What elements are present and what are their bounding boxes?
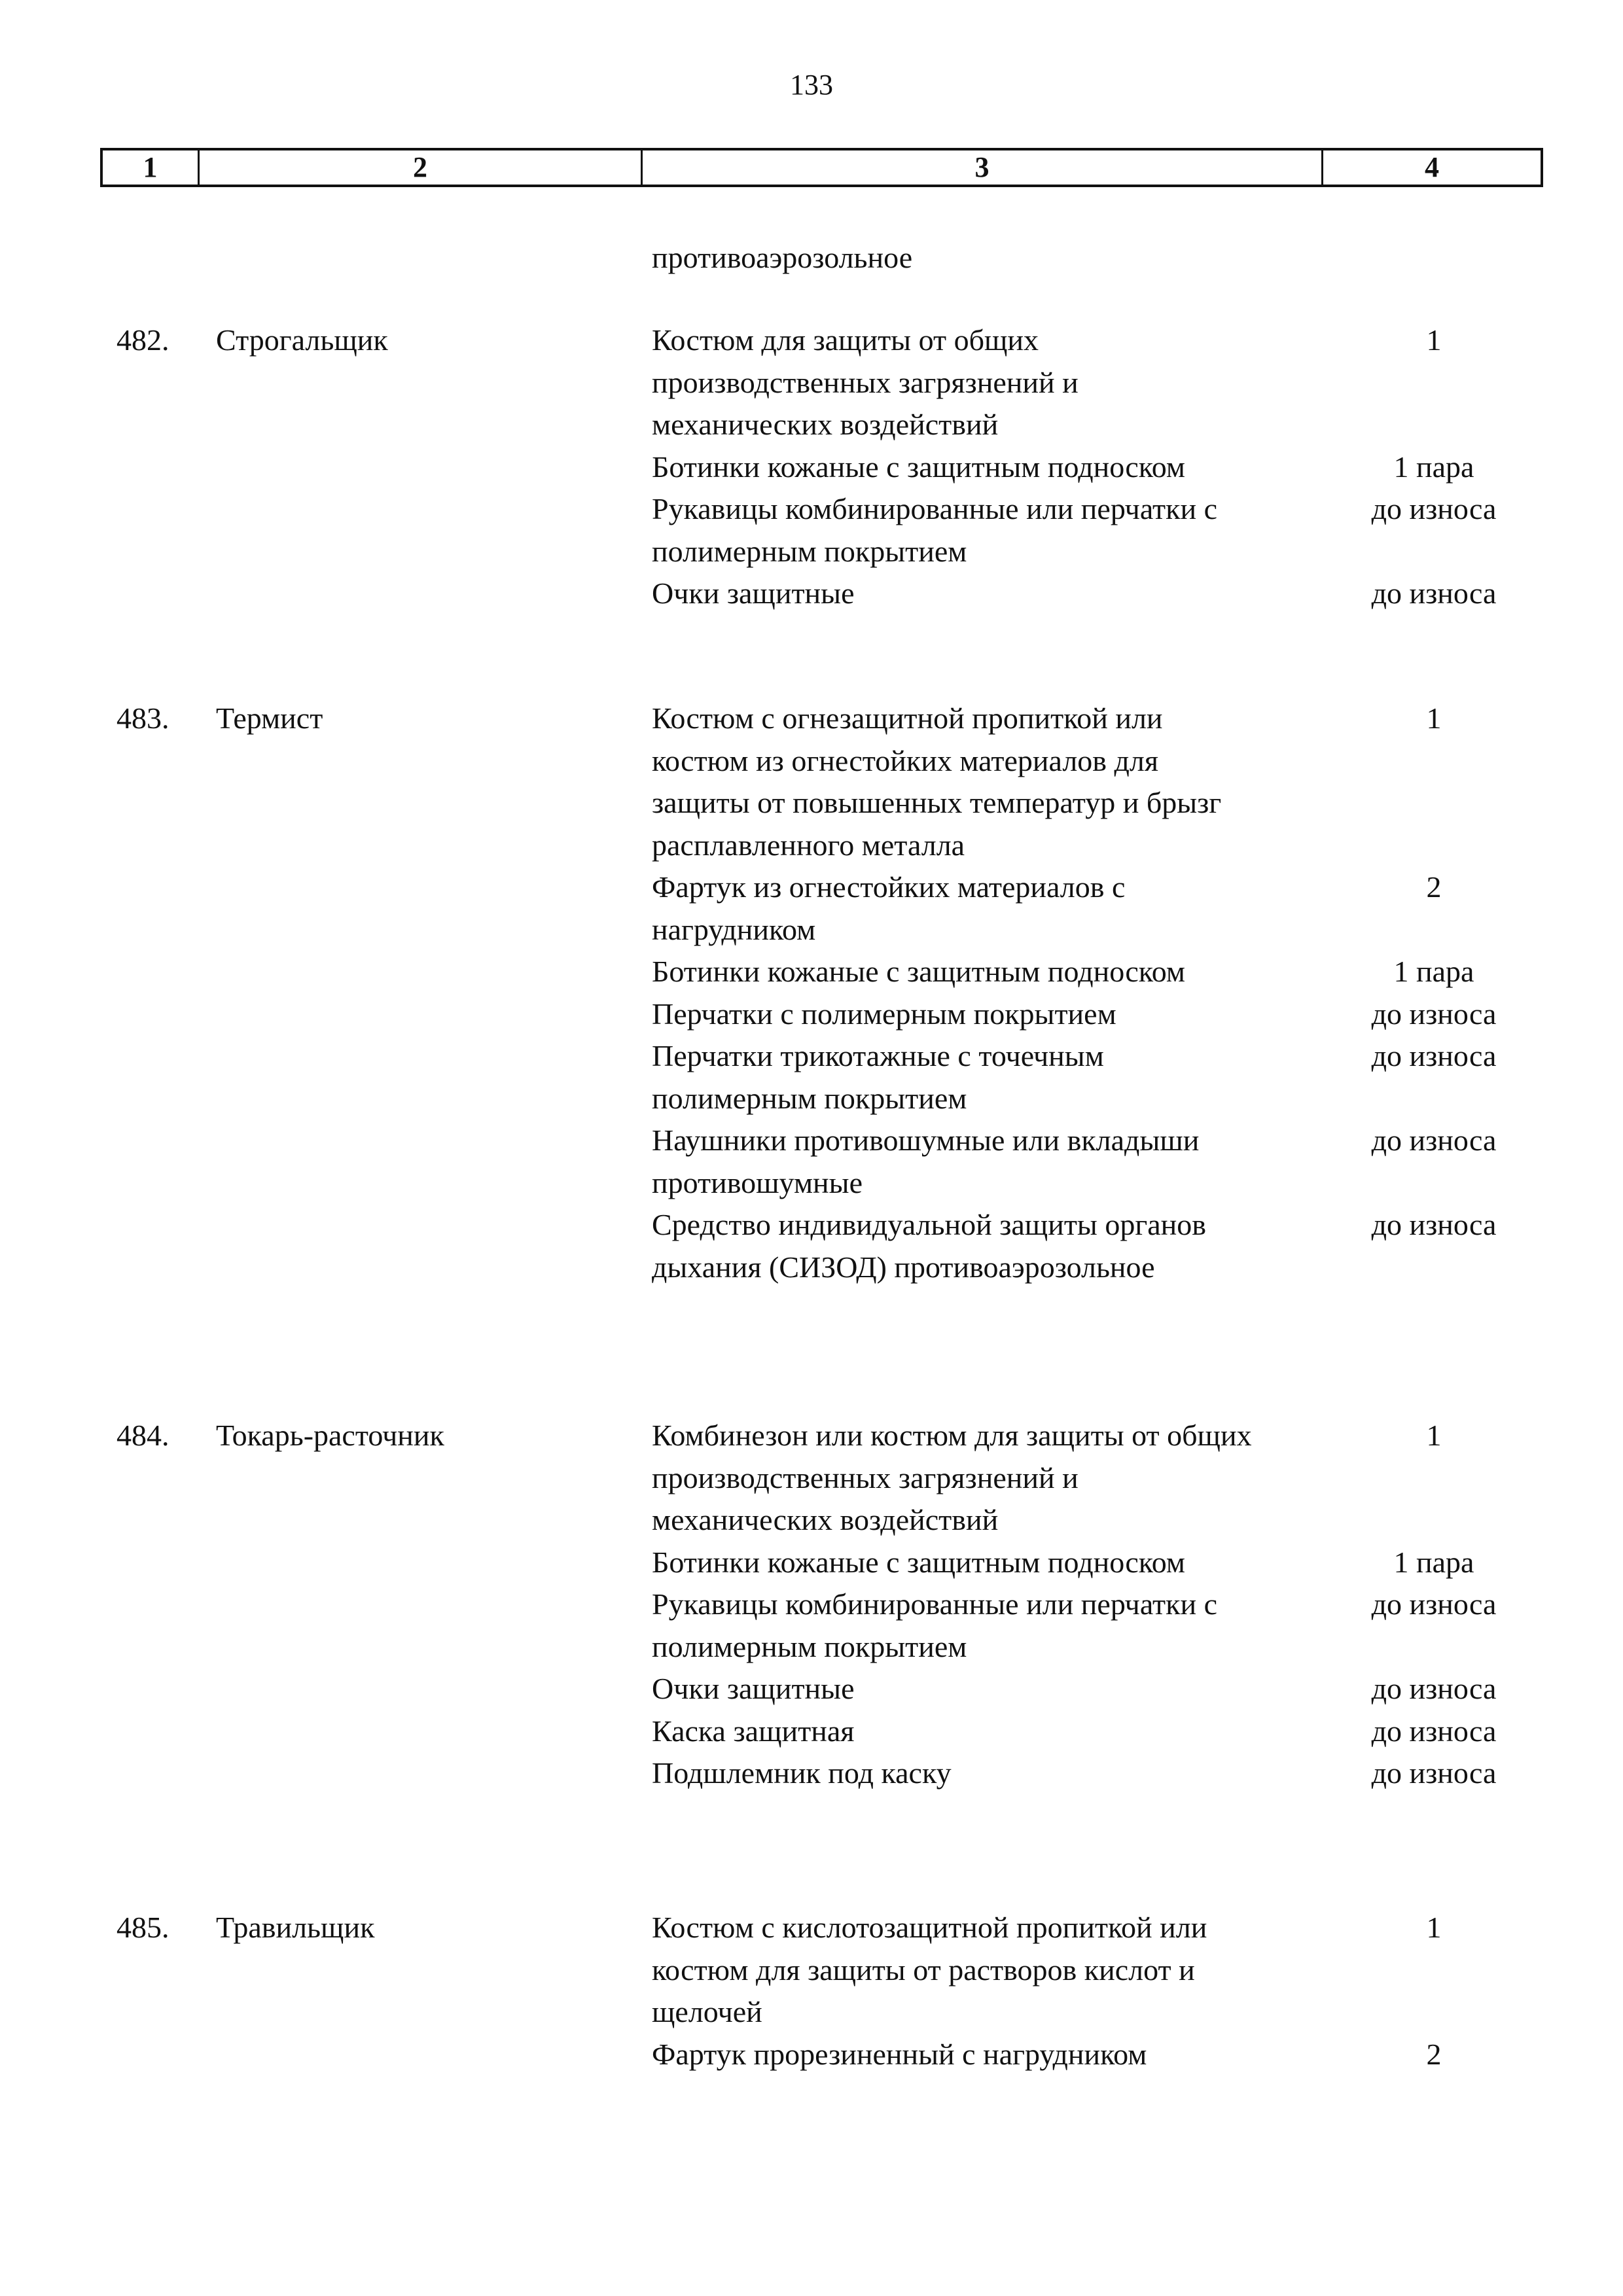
entry-profession: Строгальщик	[216, 323, 388, 357]
item-name: Очки защитные	[652, 576, 855, 610]
list-item	[652, 1907, 1568, 2034]
item-name: Рукавицы комбинированные или перчатки с полимерным покрытием	[652, 492, 1218, 568]
item-quantity: 1	[1426, 1419, 1442, 1452]
entry-profession: Травильщик	[216, 1911, 375, 1944]
entry-number: 482.	[116, 323, 169, 357]
item-name: Каска защитная	[652, 1714, 855, 1748]
item-name: Перчатки трикотажные с точечным полимерным покрытием	[652, 1039, 1104, 1115]
entry-profession: Токарь-расточник	[216, 1419, 444, 1452]
list-item	[652, 1668, 1568, 1710]
list-item	[652, 951, 1568, 993]
column-header-1: 1	[103, 150, 200, 185]
list-item	[652, 1415, 1568, 1542]
list-item	[652, 1204, 1568, 1288]
item-quantity: до износа	[1371, 1587, 1497, 1621]
item-name: Фартук прорезиненный с нагрудником	[652, 2037, 1147, 2071]
list-item	[652, 1035, 1568, 1120]
item-name: Костюм для защиты от общих производственных загрязнений и механических воздействий	[652, 323, 1079, 441]
list-item	[652, 866, 1568, 951]
item-name: Ботинки кожаные с защитным подноском	[652, 450, 1186, 484]
item-name: Подшлемник под каску	[652, 1756, 952, 1790]
list-item	[652, 1542, 1568, 1584]
list-item	[652, 993, 1568, 1036]
item-name: Средство индивидуальной защиты органов дыхания (СИЗОД) противоаэрозольное	[652, 1208, 1206, 1284]
list-item	[652, 698, 1568, 866]
item-quantity: до износа	[1371, 1714, 1497, 1748]
item-quantity: до износа	[1371, 1039, 1497, 1072]
list-item	[652, 1752, 1568, 1795]
list-item	[652, 446, 1568, 489]
entry-number: 484.	[116, 1419, 169, 1452]
item-name: Перчатки с полимерным покрытием	[652, 997, 1116, 1031]
item-quantity: 2	[1426, 2037, 1442, 2071]
item-quantity: 1	[1426, 1911, 1442, 1944]
item-name: Рукавицы комбинированные или перчатки с полимерным покрытием	[652, 1587, 1218, 1663]
entry-profession: Термист	[216, 701, 323, 735]
item-quantity: 1	[1426, 323, 1442, 357]
item-quantity: 1 пара	[1393, 955, 1474, 988]
list-item	[652, 1710, 1568, 1753]
item-name: Ботинки кожаные с защитным подноском	[652, 955, 1186, 988]
item-quantity: 1	[1426, 701, 1442, 735]
item-quantity: 2	[1426, 870, 1442, 904]
list-item	[652, 1583, 1568, 1668]
list-item	[652, 319, 1568, 446]
item-name: Наушники противошумные или вкладыши противошумные	[652, 1123, 1200, 1199]
entry-number: 485.	[116, 1911, 169, 1944]
column-header-3: 3	[643, 150, 1323, 185]
item-name: Фартук из огнестойких материалов с нагрудником	[652, 870, 1126, 946]
column-header-row	[100, 148, 1543, 187]
item-name: Очки защитные	[652, 1672, 855, 1705]
item-quantity: до износа	[1371, 1123, 1497, 1157]
item-quantity: до износа	[1371, 576, 1497, 610]
list-item	[652, 488, 1568, 573]
item-quantity: 1 пара	[1393, 1545, 1474, 1579]
item-name: Костюм с огнезащитной пропиткой или костюм из огнестойких материалов для защиты от повышенных температур и брызг расплавленного металла	[652, 701, 1222, 862]
list-item	[652, 1120, 1568, 1204]
item-name: Ботинки кожаные с защитным подноском	[652, 1545, 1186, 1579]
item-quantity: до износа	[1371, 997, 1497, 1031]
page-number: 133	[790, 69, 833, 101]
list-item	[652, 573, 1568, 615]
entry-number: 483.	[116, 701, 169, 735]
column-header-2: 2	[200, 150, 643, 185]
item-name: Костюм с кислотозащитной пропиткой или костюм для защиты от растворов кислот и щелочей	[652, 1911, 1207, 2028]
list-item	[652, 2034, 1568, 2076]
column-header-4: 4	[1425, 151, 1439, 183]
item-quantity: до износа	[1371, 492, 1497, 525]
item-quantity: до износа	[1371, 1756, 1497, 1790]
item-quantity: до износа	[1371, 1672, 1497, 1705]
item-quantity: 1 пара	[1393, 450, 1474, 484]
item-quantity: до износа	[1371, 1208, 1497, 1241]
continuation-text: противоаэрозольное	[652, 241, 913, 274]
item-name: Комбинезон или костюм для защиты от общих производственных загрязнений и механических воздействий	[652, 1419, 1252, 1536]
